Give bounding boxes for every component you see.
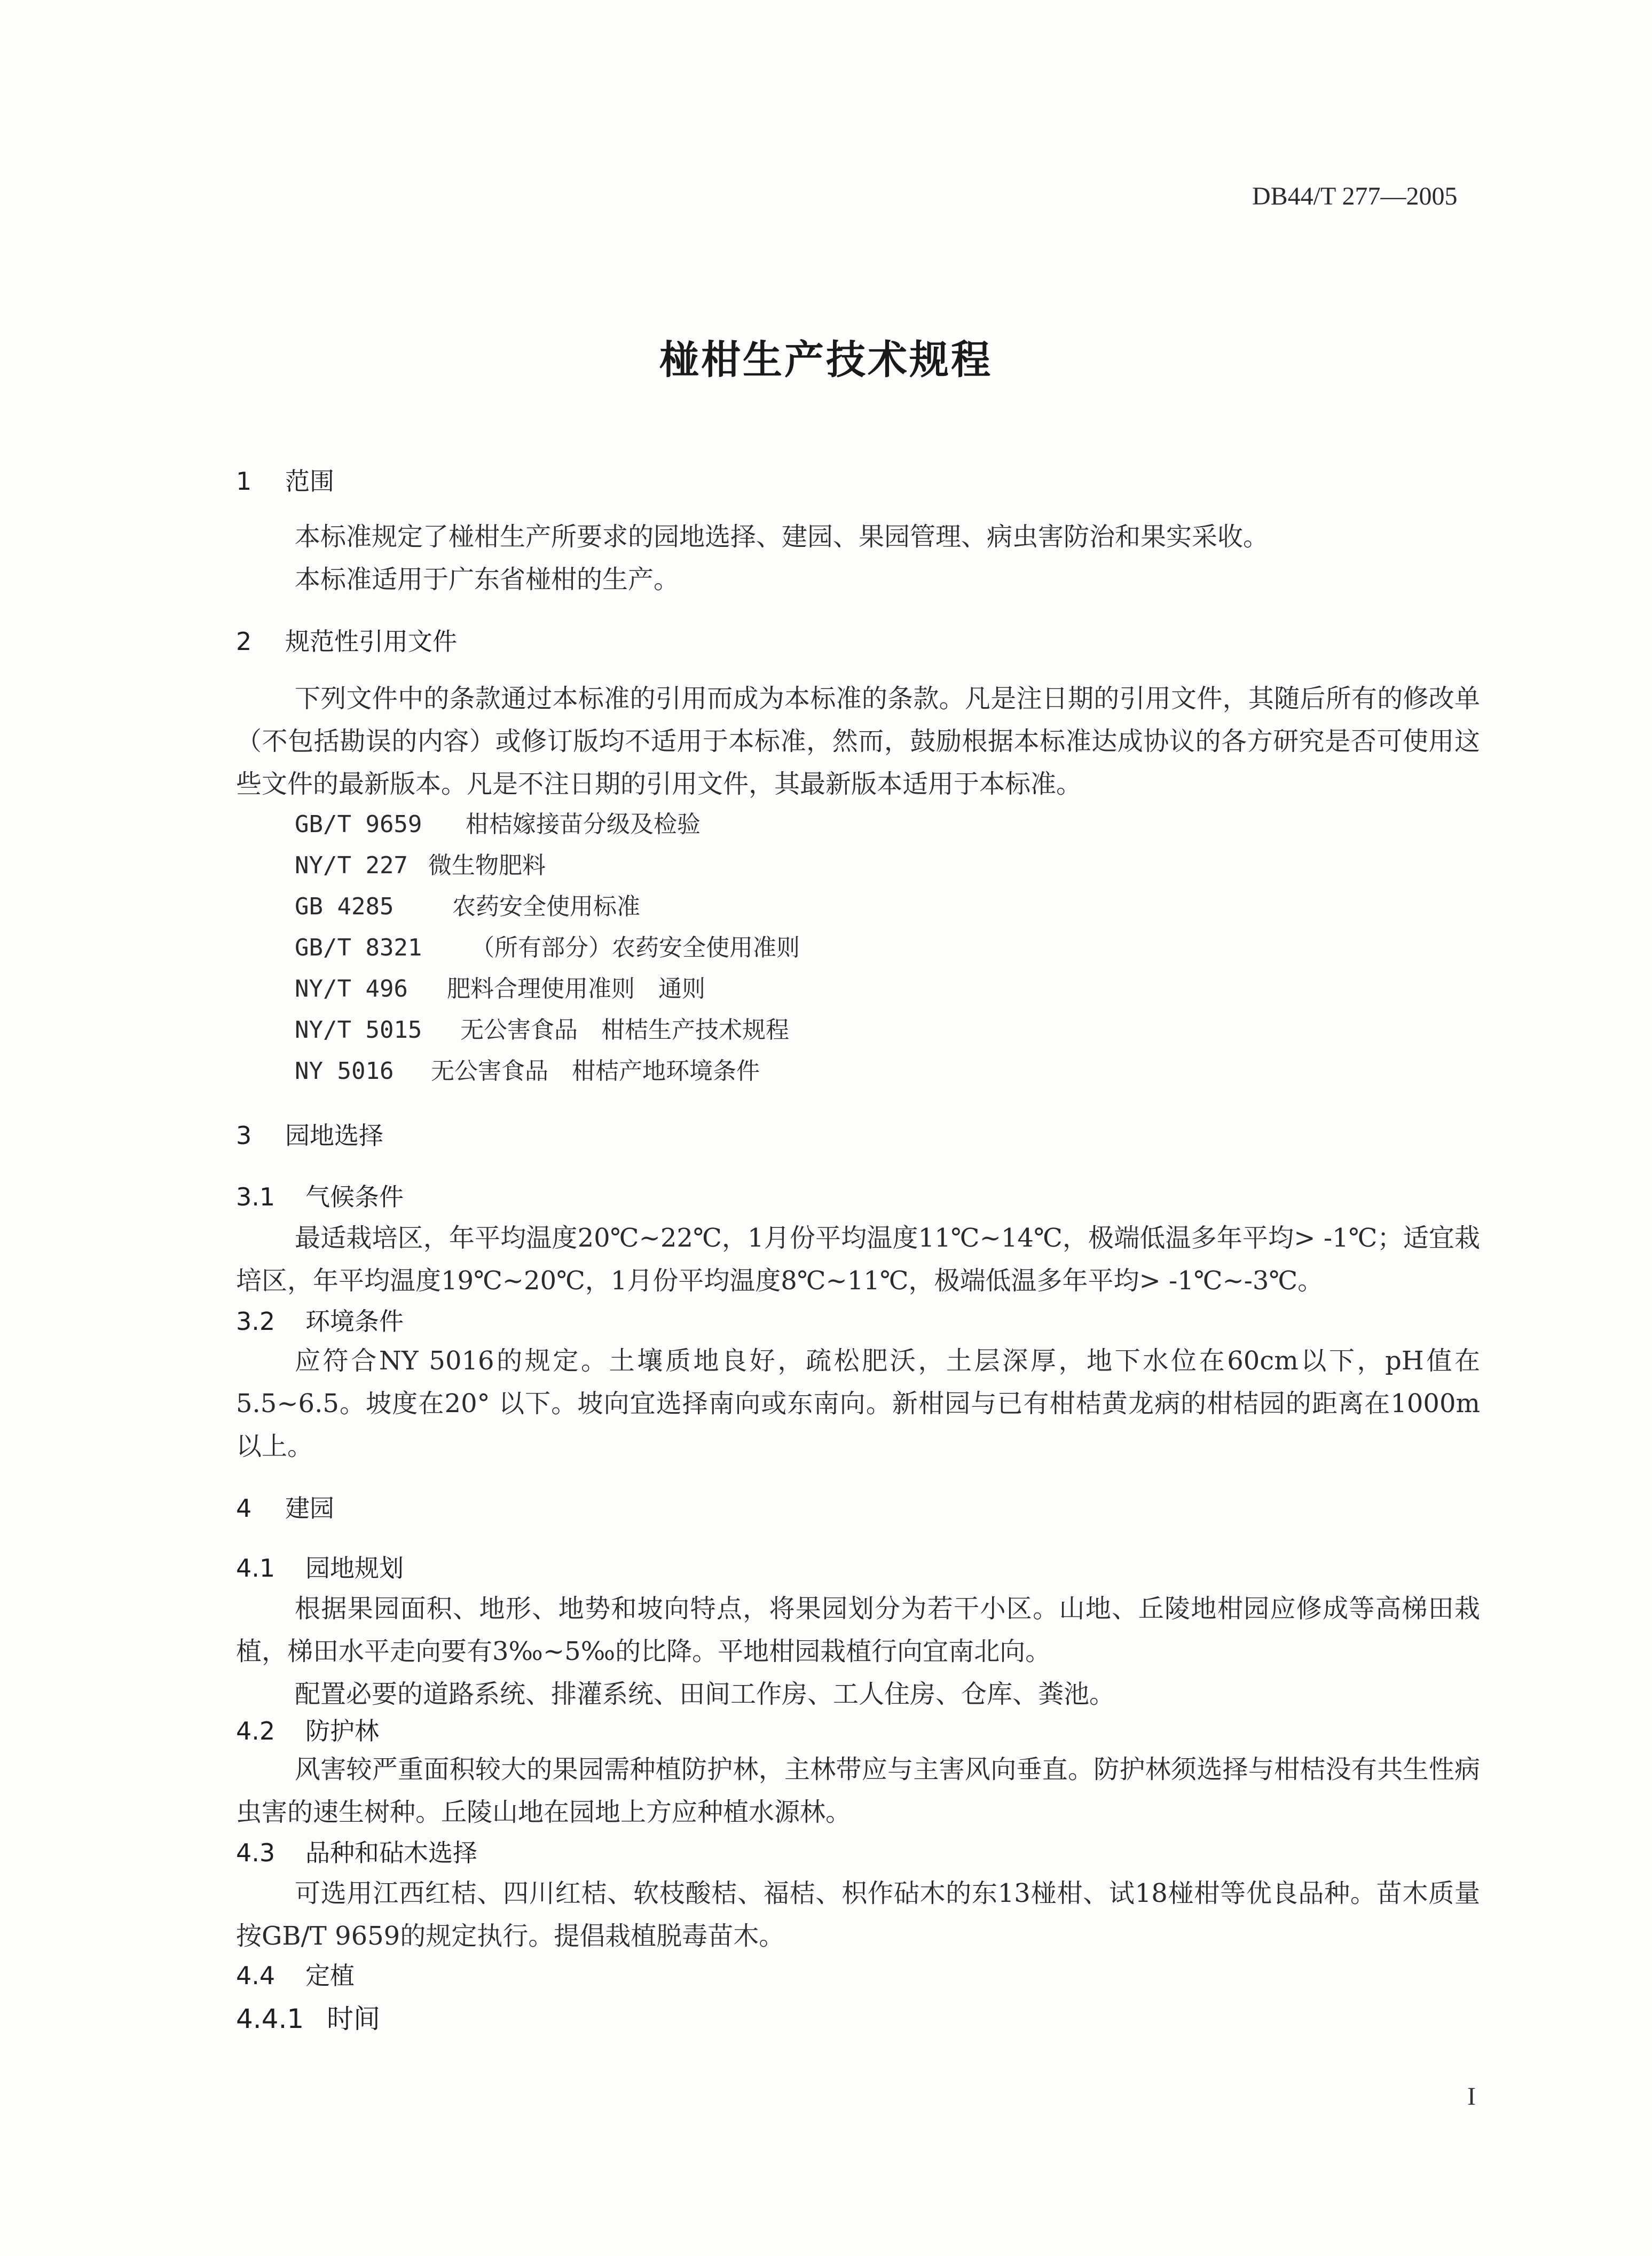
- paragraph: 根据果园面积、地形、地势和坡向特点，将果园划分为若干小区。山地、丘陵地柑园应修成等高梯田栽植，梯田水平走向要有3‰~5‰的比降。平地柑园栽植行向宜南北向。: [236, 1594, 1480, 1666]
- reference-item: [295, 1052, 760, 1086]
- reference-item: [295, 887, 640, 921]
- section-title: 环境条件: [305, 1307, 404, 1336]
- reference-item: [295, 846, 546, 880]
- document-title: 椪柑生产技术规程: [659, 337, 993, 383]
- paragraph: 本标准规定了椪柑生产所要求的园地选择、建园、果园管理、病虫害防治和果实采收。: [295, 522, 1269, 552]
- reference-item: [295, 1010, 789, 1045]
- section-3-heading: [236, 1116, 383, 1152]
- section-title: 建园: [285, 1494, 334, 1523]
- section-title: 品种和砧木选择: [305, 1838, 477, 1867]
- section-4-4-heading: [236, 1956, 355, 1992]
- section-number: 4: [236, 1494, 252, 1523]
- paragraph: 可选用江西红桔、四川红桔、软枝酸桔、福桔、枳作砧木的东13椪柑、试18椪柑等优良品种。苗木质量按GB/T 9659的规定执行。提倡栽植脱毒苗木。: [236, 1878, 1480, 1951]
- paragraph: 本标准适用于广东省椪柑的生产。: [295, 565, 680, 594]
- section-number: 3.2: [236, 1307, 276, 1336]
- reference-code: NY 5016: [295, 1058, 394, 1085]
- paragraph: 风害较严重面积较大的果园需种植防护林，主林带应与主害风向垂直。防护林须选择与柑桔没有共生性病虫害的速生树种。丘陵山地在园地上方应种植水源林。: [236, 1754, 1480, 1827]
- reference-item: [295, 969, 705, 1004]
- reference-title: 肥料合理使用准则 通则: [447, 975, 705, 1002]
- section-title: 气候条件: [305, 1182, 404, 1211]
- section-number: 4.3: [236, 1838, 276, 1867]
- section-3-1-heading: [236, 1178, 404, 1213]
- section-title: 防护林: [305, 1717, 379, 1745]
- section-title: 定植: [305, 1961, 355, 1990]
- page-number: I: [1467, 2082, 1476, 2111]
- section-3-2-body: [236, 1340, 1480, 1468]
- section-number: 3: [236, 1121, 252, 1150]
- paragraph: 配置必要的道路系统、排灌系统、田间工作房、工人住房、仓库、粪池。: [295, 1679, 1115, 1709]
- reference-title: （所有部分）农药安全使用准则: [471, 934, 800, 961]
- section-number: 3.1: [236, 1182, 276, 1211]
- section-1-body: [236, 515, 1480, 601]
- section-number: 4.4: [236, 1961, 276, 1990]
- section-3-1-body: [236, 1217, 1480, 1302]
- section-2-body: [236, 677, 1480, 805]
- section-4-heading: [236, 1489, 334, 1524]
- reference-code: GB 4285: [295, 893, 394, 920]
- reference-title: 柑桔嫁接苗分级及检验: [466, 811, 701, 838]
- section-number: 2: [236, 627, 252, 656]
- section-4-2-body: [236, 1748, 1480, 1834]
- standard-code: DB44/T 277—2005: [1252, 182, 1458, 210]
- section-3-2-heading: [236, 1302, 404, 1337]
- section-number: 4.4.1: [236, 2003, 304, 2034]
- section-title: 规范性引用文件: [285, 627, 457, 656]
- section-4-3-body: [236, 1872, 1480, 1957]
- paragraph: 最适栽培区，年平均温度20℃~22℃，1月份平均温度11℃~14℃，极端低温多年平均> -1℃；适宜栽培区，年平均温度19℃~20℃，1月份平均温度8℃~11℃，极端低温多年平均> -1℃~-3℃。: [236, 1223, 1480, 1296]
- reference-title: 微生物肥料: [428, 852, 546, 879]
- section-number: 4.2: [236, 1717, 276, 1745]
- section-2-heading: [236, 622, 457, 657]
- section-number: 4.1: [236, 1554, 276, 1583]
- paragraph: 下列文件中的条款通过本标准的引用而成为本标准的条款。凡是注日期的引用文件，其随后所有的修改单（不包括勘误的内容）或修订版均不适用于本标准，然而，鼓励根据本标准达成协议的各方研究是否可使用这些文件的最新版本。凡是不注日期的引用文件，其最新版本适用于本标准。: [236, 684, 1480, 799]
- section-4-3-heading: [236, 1834, 477, 1869]
- reference-title: 无公害食品 柑桔生产技术规程: [460, 1016, 789, 1044]
- section-4-1-body: [236, 1587, 1480, 1716]
- reference-item: [295, 805, 701, 839]
- reference-title: 农药安全使用标准: [452, 893, 640, 920]
- paragraph: 应符合NY 5016的规定。土壤质地良好，疏松肥沃，土层深厚，地下水位在60cm以下，pH值在5.5~6.5。坡度在20° 以下。坡向宜选择南向或东南向。新柑园与已有柑桔黄龙病的柑桔园的距离在1000m以上。: [236, 1346, 1480, 1461]
- reference-code: NY/T 496: [295, 975, 408, 1002]
- reference-item: [295, 928, 800, 962]
- reference-code: NY/T 227: [295, 852, 408, 879]
- section-title: 园地规划: [305, 1554, 404, 1583]
- section-4-1-heading: [236, 1549, 404, 1584]
- section-title: 时间: [327, 2003, 380, 2034]
- reference-code: GB/T 8321: [295, 934, 422, 961]
- reference-title: 无公害食品 柑桔产地环境条件: [431, 1058, 760, 1085]
- section-1-heading: [236, 462, 334, 497]
- reference-code: NY/T 5015: [295, 1016, 422, 1044]
- section-4-2-heading: [236, 1712, 379, 1747]
- section-number: 1: [236, 467, 252, 496]
- reference-code: GB/T 9659: [295, 811, 422, 838]
- section-title: 范围: [285, 467, 334, 496]
- section-title: 园地选择: [285, 1121, 383, 1150]
- section-4-4-1-heading: [236, 1998, 380, 2036]
